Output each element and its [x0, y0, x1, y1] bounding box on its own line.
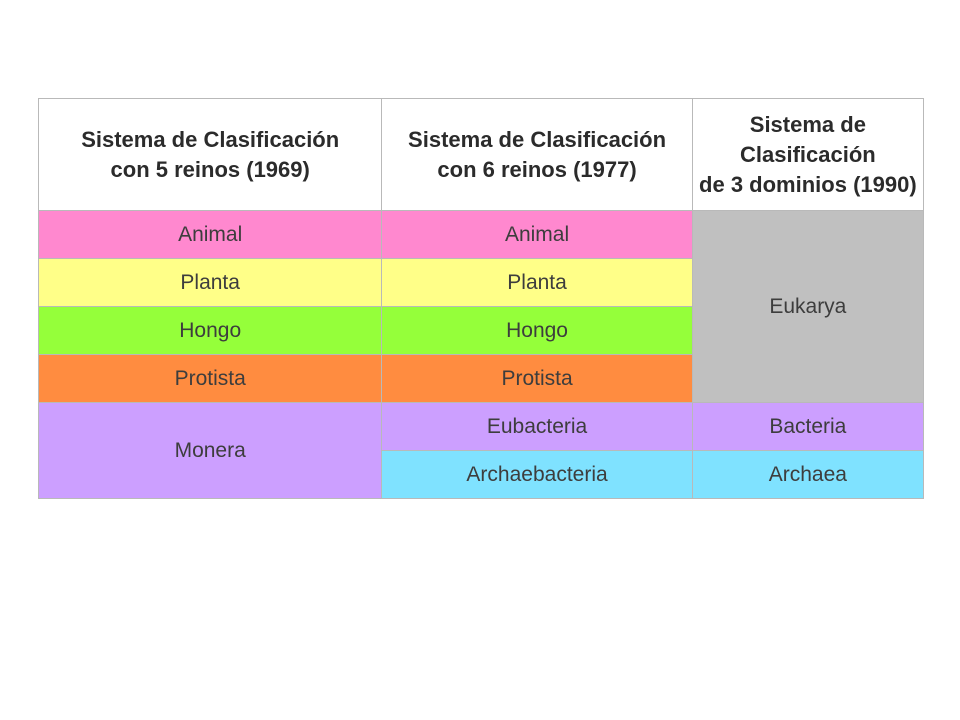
cell-archaea: Archaea [692, 451, 923, 499]
header-three-domains: Sistema de Clasificación de 3 dominios (1990) [692, 99, 923, 211]
table-row [39, 403, 924, 451]
cell-hongo-six: Hongo [382, 307, 692, 355]
header-five-kingdoms: Sistema de Clasificación con 5 reinos (1969) [39, 99, 382, 211]
cell-planta-six: Planta [382, 259, 692, 307]
cell-animal-five: Animal [39, 211, 382, 259]
cell-protista-six: Protista [382, 355, 692, 403]
cell-animal-six: Animal [382, 211, 692, 259]
cell-hongo-five: Hongo [39, 307, 382, 355]
classification-table [38, 98, 924, 499]
header-six-kingdoms: Sistema de Clasificación con 6 reinos (1977) [382, 99, 692, 211]
table-row [39, 211, 924, 259]
cell-protista-five: Protista [39, 355, 382, 403]
cell-monera: Monera [39, 403, 382, 499]
cell-bacteria: Bacteria [692, 403, 923, 451]
cell-planta-five: Planta [39, 259, 382, 307]
cell-eukarya: Eukarya [692, 211, 923, 403]
cell-eubacteria: Eubacteria [382, 403, 692, 451]
cell-archaebacteria: Archaebacteria [382, 451, 692, 499]
header-row [39, 99, 924, 211]
